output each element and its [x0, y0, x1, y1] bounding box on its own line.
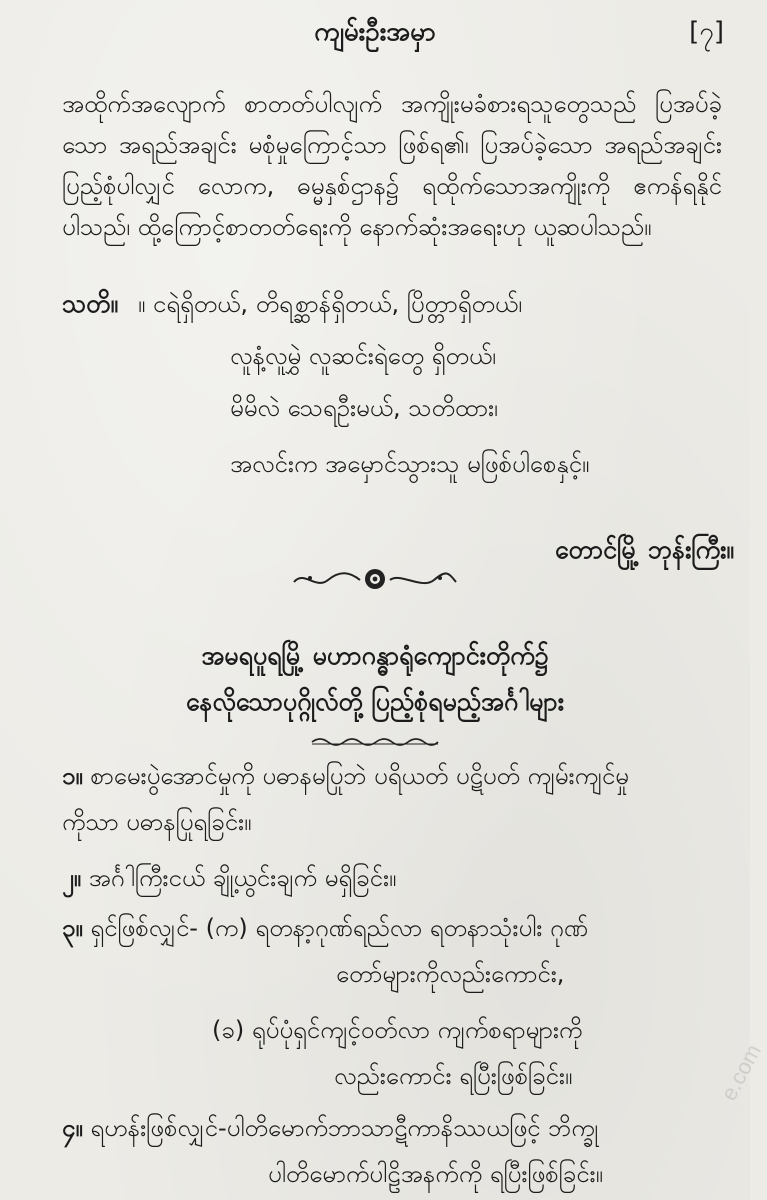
section-heading-line-1: အမရပူရမြို့ မဟာဂန္ဓာရုံကျောင်းတိုက်၌ — [201, 641, 549, 670]
poem-line-2: လူနံ့လူမွှဲ လူဆင်းရဲတွေ ရှိတယ်၊ — [230, 342, 496, 370]
section-heading-line-2: နေလိုသောပုဂ္ဂိုလ်တို့ ပြည့်စုံရမည့်အင်္ဂါများ — [185, 687, 565, 716]
page-header — [0, 14, 750, 54]
item-number: ၃။ — [62, 914, 83, 942]
requirements-list — [0, 760, 750, 1200]
poem-label: သတိ။ — [62, 289, 119, 318]
item-number: ၁။ — [62, 762, 83, 790]
item-text-continued: လည်းကောင်း ရပြီးဖြစ်ခြင်း။ — [334, 1062, 573, 1090]
poem-line-1: ။ ငရဲရှိတယ်, တိရစ္ဆာန်ရှိတယ်, ပြိတ္တာရှိတယ်၊ — [138, 290, 522, 318]
item-text-continued: ကိုသာ ပဓာနပြုရခြင်း။ — [62, 808, 252, 836]
ornament-divider-icon — [290, 566, 460, 592]
page-number: [၇] — [689, 17, 724, 47]
item-text: စာမေးပွဲအောင်မှုကို ပဓာနမပြုဘဲ ပရိယတ် ပဋိပတ် ကျမ်းကျင်မှု — [82, 762, 629, 790]
item-text-continued: တော်များကိုလည်းကောင်း, — [336, 960, 565, 988]
intro-paragraph: အထိုက်အလျောက် စာတတ်ပါလျက် အကျိုးမခံစားရသူတွေသည် ပြအပ်ခဲ့သော အရည်အချင်း မစုံမှုကြောင့်သာ ဖြစ်ရ၏၊ ပြအပ်ခဲ့သော အရည်အချင်း ပြည့်စုံပါလျှင် လောက, ဓမ္မနှစ်ဌာန၌ ရထိုက်သောအကျိုးကို ဧကန်ရနိုင်ပါသည်၊ ထို့ကြောင့်စာတတ်ရေးကို နောက်ဆုံးအရေးဟု ယူဆပါသည်။ — [62, 90, 722, 241]
running-title: ကျမ်းဦးအမှာ — [314, 17, 436, 47]
item-text: ရှင်ဖြစ်လျှင်- (က) ရတနာ့ဂုဏ်ရည်လာ ရတနာသုံးပါး ဂုဏ် — [82, 914, 588, 942]
item-text: ရဟန်းဖြစ်လျှင်-ပါတိမောက်ဘာသာဋီကာနိဿယဖြင့် ဘိက္ခု — [82, 1114, 599, 1142]
item-text-continued: ပါတိမောက်ပါဠိအနက်ကို ရပြီးဖြစ်ခြင်း။ — [268, 1160, 603, 1188]
item-number: ၄။ — [62, 1114, 83, 1142]
item-text: အင်္ဂါကြီးငယ် ချို့ယွင်းချက် မရှိခြင်း။ — [81, 864, 397, 892]
item-subpoint: (ခ) ရုပ်ပုံရှင်ကျင့်ဝတ်လာ ကျက်စရာများကို — [212, 1016, 583, 1044]
heading-divider-icon — [310, 736, 440, 748]
watermark: e.com — [715, 1040, 767, 1105]
item-number: ၂။ — [62, 864, 82, 892]
poem-line-3: မိမိလဲ သေရဦးမယ်, သတိထား၊ — [230, 394, 498, 422]
poem-author: တောင်မြို့ ဘုန်းကြီး။ — [554, 535, 734, 564]
poem-line-4: အလင်းက အမှောင်သွားသူ မဖြစ်ပါစေနှင့်။ — [230, 450, 590, 478]
